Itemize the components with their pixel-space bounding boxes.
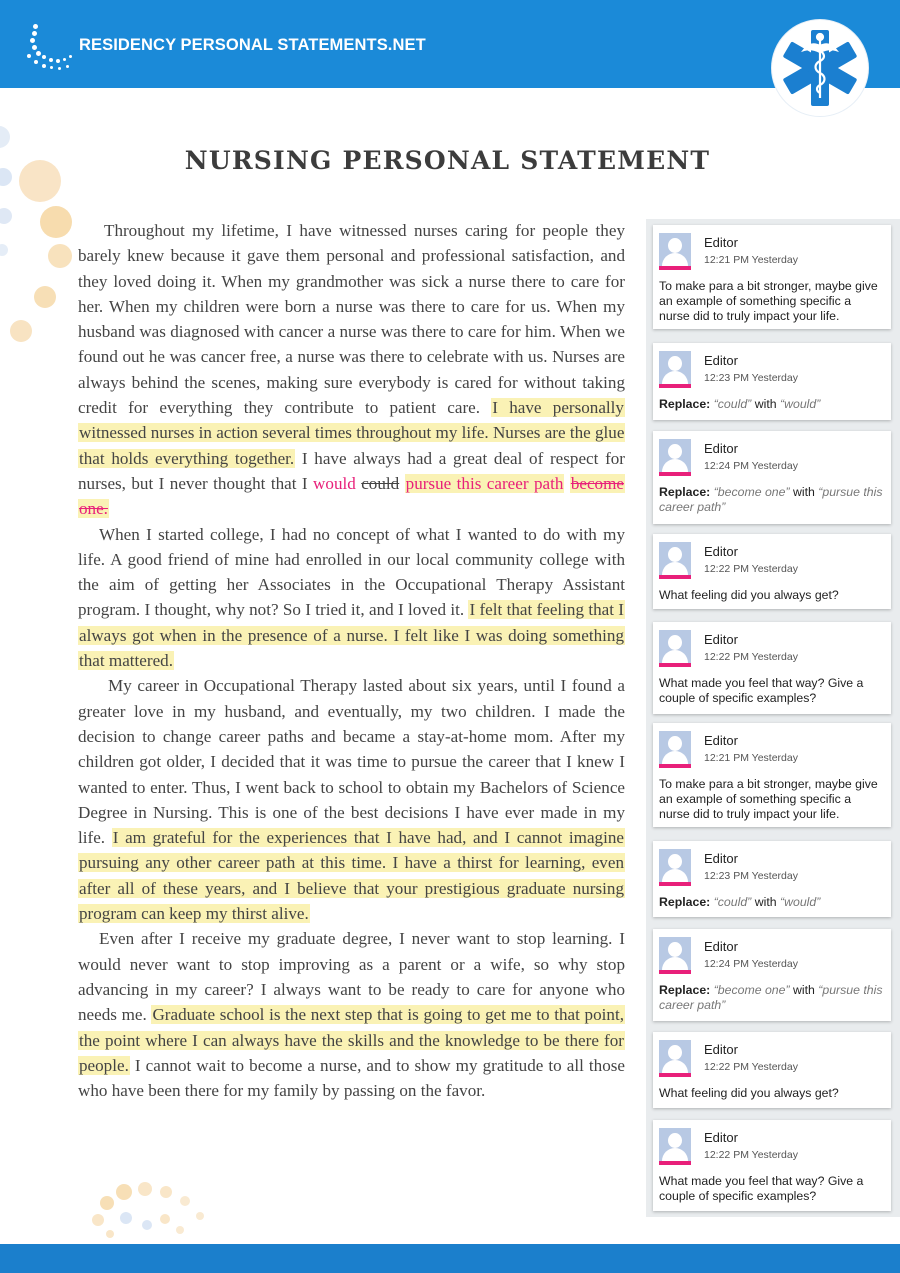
replace-to: “pursue this career path” — [659, 983, 883, 1012]
replace-to: “would” — [780, 397, 821, 411]
comment-card[interactable] — [653, 622, 891, 714]
footer-bar — [0, 1244, 900, 1273]
replace-label: Replace: — [659, 895, 711, 909]
comment-replace — [659, 397, 885, 412]
comment-time: 12:22 PM Yesterday — [704, 1061, 798, 1073]
paragraph-text: Throughout my lifetime, I have witnessed nurses caring for people they barely knew because it gave them personal and professional satisfaction, and they loved doing it. When my grandmother was sick a nurse there to care for her. When my children were born a nurse was there to care for us. When my husband was diagnosed with cancer a nurse was there to care for him. When we found out he was cancer free, a nurse was there to celebrate with us. Nurses are always behind the scenes, making sure everybody is cared for without taking credit for everything they contribute to patient care. — [78, 221, 625, 418]
comment-time: 12:21 PM Yesterday — [704, 752, 798, 764]
comment-time: 12:21 PM Yesterday — [704, 254, 798, 266]
highlighted-text[interactable]: I am grateful for the experiences that I have had, and I cannot imagine pursuing any other career path at this time. I have a thirst for learning, even after all of these years, and I believe that your prestigious graduate nursing program can keep my thirst alive. — [79, 828, 624, 924]
comment-text: What made you feel that way? Give a couple of specific examples? — [659, 1174, 864, 1203]
comment-author: Editor — [704, 733, 738, 748]
paragraph-3 — [78, 673, 625, 926]
paragraph-text: I cannot wait to become a nurse, and to show my gratitude to all those who have been there for my family by passing on the favor. — [78, 1055, 625, 1101]
page-title: NURSING PERSONAL STATEMENT — [184, 146, 711, 175]
comment-text: What feeling did you always get? — [659, 1086, 839, 1100]
comment-author: Editor — [704, 1042, 738, 1057]
replace-with: with — [754, 895, 777, 909]
replace-label: Replace: — [659, 397, 711, 411]
comment-text: To make para a bit stronger, maybe give an example of something specific a nurse did to truly impact your life. — [659, 279, 878, 323]
comment-author: Editor — [704, 544, 738, 559]
user-avatar-icon — [659, 630, 691, 667]
replace-label: Replace: — [659, 485, 711, 499]
comment-card[interactable] — [653, 929, 891, 1021]
comment-time: 12:24 PM Yesterday — [704, 958, 798, 970]
deleted-text[interactable]: could — [361, 473, 400, 493]
user-avatar-icon — [659, 439, 691, 476]
user-avatar-icon — [659, 1128, 691, 1165]
comment-time: 12:22 PM Yesterday — [704, 1149, 798, 1161]
comment-card[interactable] — [653, 431, 891, 524]
paragraph-text: When I started college, I had no concept of what I wanted to do with my life. A good friend of mine had enrolled in our local community college with the aim of getting her Associates in the Occupational Therapy Assistant program. I thought, why not? So I tried it, and I loved it. — [78, 524, 625, 620]
inserted-text[interactable]: would — [313, 473, 356, 493]
brand-logo[interactable] — [22, 24, 426, 80]
user-avatar-icon — [659, 731, 691, 768]
paragraph-4 — [78, 926, 625, 1103]
user-avatar-icon — [659, 849, 691, 886]
paragraph-1 — [78, 218, 625, 522]
replace-with: with — [792, 983, 815, 997]
comment-author: Editor — [704, 851, 738, 866]
comment-text: What feeling did you always get? — [659, 588, 839, 602]
user-avatar-icon — [659, 542, 691, 579]
replace-to: “pursue this career path” — [659, 485, 883, 514]
replace-from: “could” — [713, 397, 752, 411]
highlighted-text[interactable]: Graduate school is the next step that is going to get me to that point, the point where I can always have the skills and the knowledge to be there for people. — [79, 1005, 624, 1075]
comment-replace — [659, 485, 885, 515]
deleted-highlighted-text[interactable]: become one. — [79, 473, 624, 519]
replace-with: with — [754, 397, 777, 411]
replace-from: “could” — [713, 895, 752, 909]
brand-name[interactable]: RESIDENCY PERSONAL STATEMENTS.NET — [79, 36, 426, 54]
comment-card[interactable] — [653, 225, 891, 329]
user-avatar-icon — [659, 233, 691, 270]
header-bar — [0, 0, 900, 88]
essay-body — [78, 218, 625, 1103]
comment-card[interactable] — [653, 1120, 891, 1211]
comment-author: Editor — [704, 235, 738, 250]
replace-from: “become one” — [713, 485, 790, 499]
comment-time: 12:22 PM Yesterday — [704, 651, 798, 663]
comment-time: 12:22 PM Yesterday — [704, 563, 798, 575]
comment-card[interactable] — [653, 1032, 891, 1108]
replace-with: with — [792, 485, 815, 499]
comment-card[interactable] — [653, 534, 891, 609]
comment-replace — [659, 983, 885, 1013]
paragraph-text: I have always had a great deal of respect for nurses, but I never thought that I — [78, 448, 625, 493]
comment-author: Editor — [704, 632, 738, 647]
comment-time: 12:23 PM Yesterday — [704, 870, 798, 882]
comment-author: Editor — [704, 1130, 738, 1145]
comment-author: Editor — [704, 939, 738, 954]
user-avatar-icon — [659, 1040, 691, 1077]
inserted-highlighted-text[interactable]: pursue this career path — [405, 473, 564, 493]
comment-card[interactable] — [653, 723, 891, 827]
user-avatar-icon — [659, 351, 691, 388]
comments-sidebar — [646, 219, 900, 1217]
replace-to: “would” — [780, 895, 821, 909]
comment-author: Editor — [704, 441, 738, 456]
brand-dots-icon — [22, 24, 78, 80]
paragraph-2 — [78, 522, 625, 674]
replace-from: “become one” — [713, 983, 790, 997]
paragraph-text: Even after I receive my graduate degree, I never want to stop learning. I would never want to stop improving as a parent or a wife, so why stop advancing in my career? I always want to be ready to care for anyone who needs me. — [78, 929, 625, 1025]
comment-text: To make para a bit stronger, maybe give an example of something specific a nurse did to truly impact your life. — [659, 777, 878, 821]
comment-time: 12:24 PM Yesterday — [704, 460, 798, 472]
comment-text: What made you feel that way? Give a couple of specific examples? — [659, 676, 864, 705]
comment-card[interactable] — [653, 841, 891, 917]
comment-card[interactable] — [653, 343, 891, 420]
comment-replace — [659, 895, 885, 910]
paragraph-text: My career in Occupational Therapy lasted about six years, until I found a greater love in my husband, and eventually, my two children. I made the decision to change career paths and became a stay-at-home mom. After my children got older, I decided that it was time to pursue the career that I knew I wanted to enter. Thus, I went back to school to obtain my Bachelors of Science Degree in Nursing. This is one of the best decisions I have ever made in my life. — [78, 676, 625, 848]
comment-author: Editor — [704, 353, 738, 368]
highlighted-text[interactable]: I felt that feeling that I always got when in the presence of a nurse. I felt like I was doing something that mattered. — [79, 600, 624, 671]
comment-time: 12:23 PM Yesterday — [704, 372, 798, 384]
highlighted-text[interactable]: I have personally witnessed nurses in action several times throughout my life. Nurses are the glue that holds everything together. — [79, 398, 625, 468]
user-avatar-icon — [659, 937, 691, 974]
star-of-life-icon — [772, 20, 868, 116]
replace-label: Replace: — [659, 983, 711, 997]
